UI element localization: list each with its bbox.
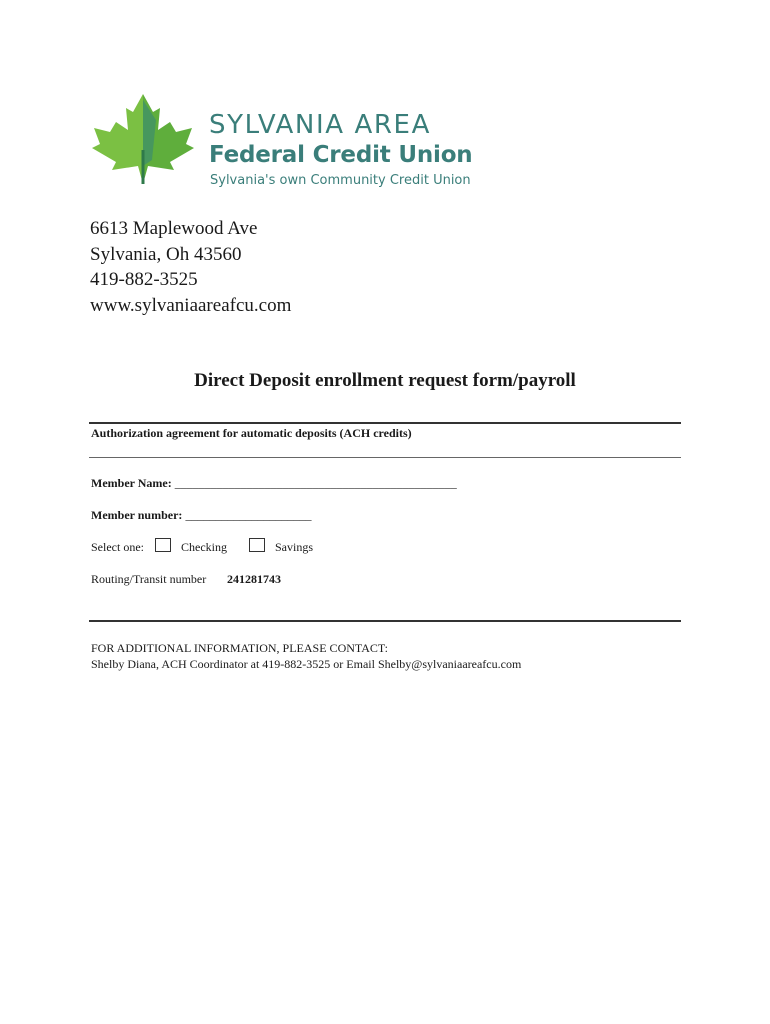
contact-details: Shelby Diana, ACH Coordinator at 419-882-3525 or Email Shelby@sylvaniaareafcu.com — [91, 657, 522, 671]
contact-heading: FOR ADDITIONAL INFORMATION, PLEASE CONTACT: — [91, 641, 388, 655]
address-phone: 419-882-3525 — [90, 269, 198, 290]
savings-checkbox[interactable] — [249, 538, 265, 552]
contact-block — [91, 640, 521, 672]
member-number-row — [91, 509, 311, 521]
select-one-label: Select one: — [91, 540, 144, 554]
divider — [89, 457, 681, 458]
logo — [88, 90, 508, 190]
member-name-label: Member Name: — [91, 476, 172, 490]
maple-leaf-icon — [88, 90, 198, 186]
savings-label: Savings — [275, 540, 314, 554]
member-number-field[interactable]: _____________________ — [185, 508, 312, 522]
checking-checkbox[interactable] — [155, 538, 171, 552]
member-name-field[interactable]: _______________________________________________ — [174, 476, 457, 490]
form-subtitle: Authorization agreement for automatic deposits (ACH credits) — [91, 426, 412, 440]
address-city: Sylvania, Oh 43560 — [90, 243, 242, 265]
address-street: 6613 Maplewood Ave — [90, 218, 258, 239]
address-block — [90, 216, 291, 318]
member-number-label: Member number: — [91, 508, 183, 522]
routing-label: Routing/Transit number — [91, 572, 207, 586]
divider — [89, 620, 681, 622]
form-title: Direct Deposit enrollment request form/payroll — [194, 370, 576, 391]
brand-subname: Federal Credit Union — [209, 142, 473, 168]
divider — [89, 422, 681, 424]
member-name-row — [91, 477, 457, 489]
brand-name: SYLVANIA AREA — [209, 110, 431, 140]
routing-number: 241281743 — [227, 572, 281, 586]
address-website: www.sylvaniaareafcu.com — [90, 294, 292, 316]
checking-label: Checking — [181, 540, 227, 554]
brand-tagline: Sylvania's own Community Credit Union — [210, 173, 471, 188]
